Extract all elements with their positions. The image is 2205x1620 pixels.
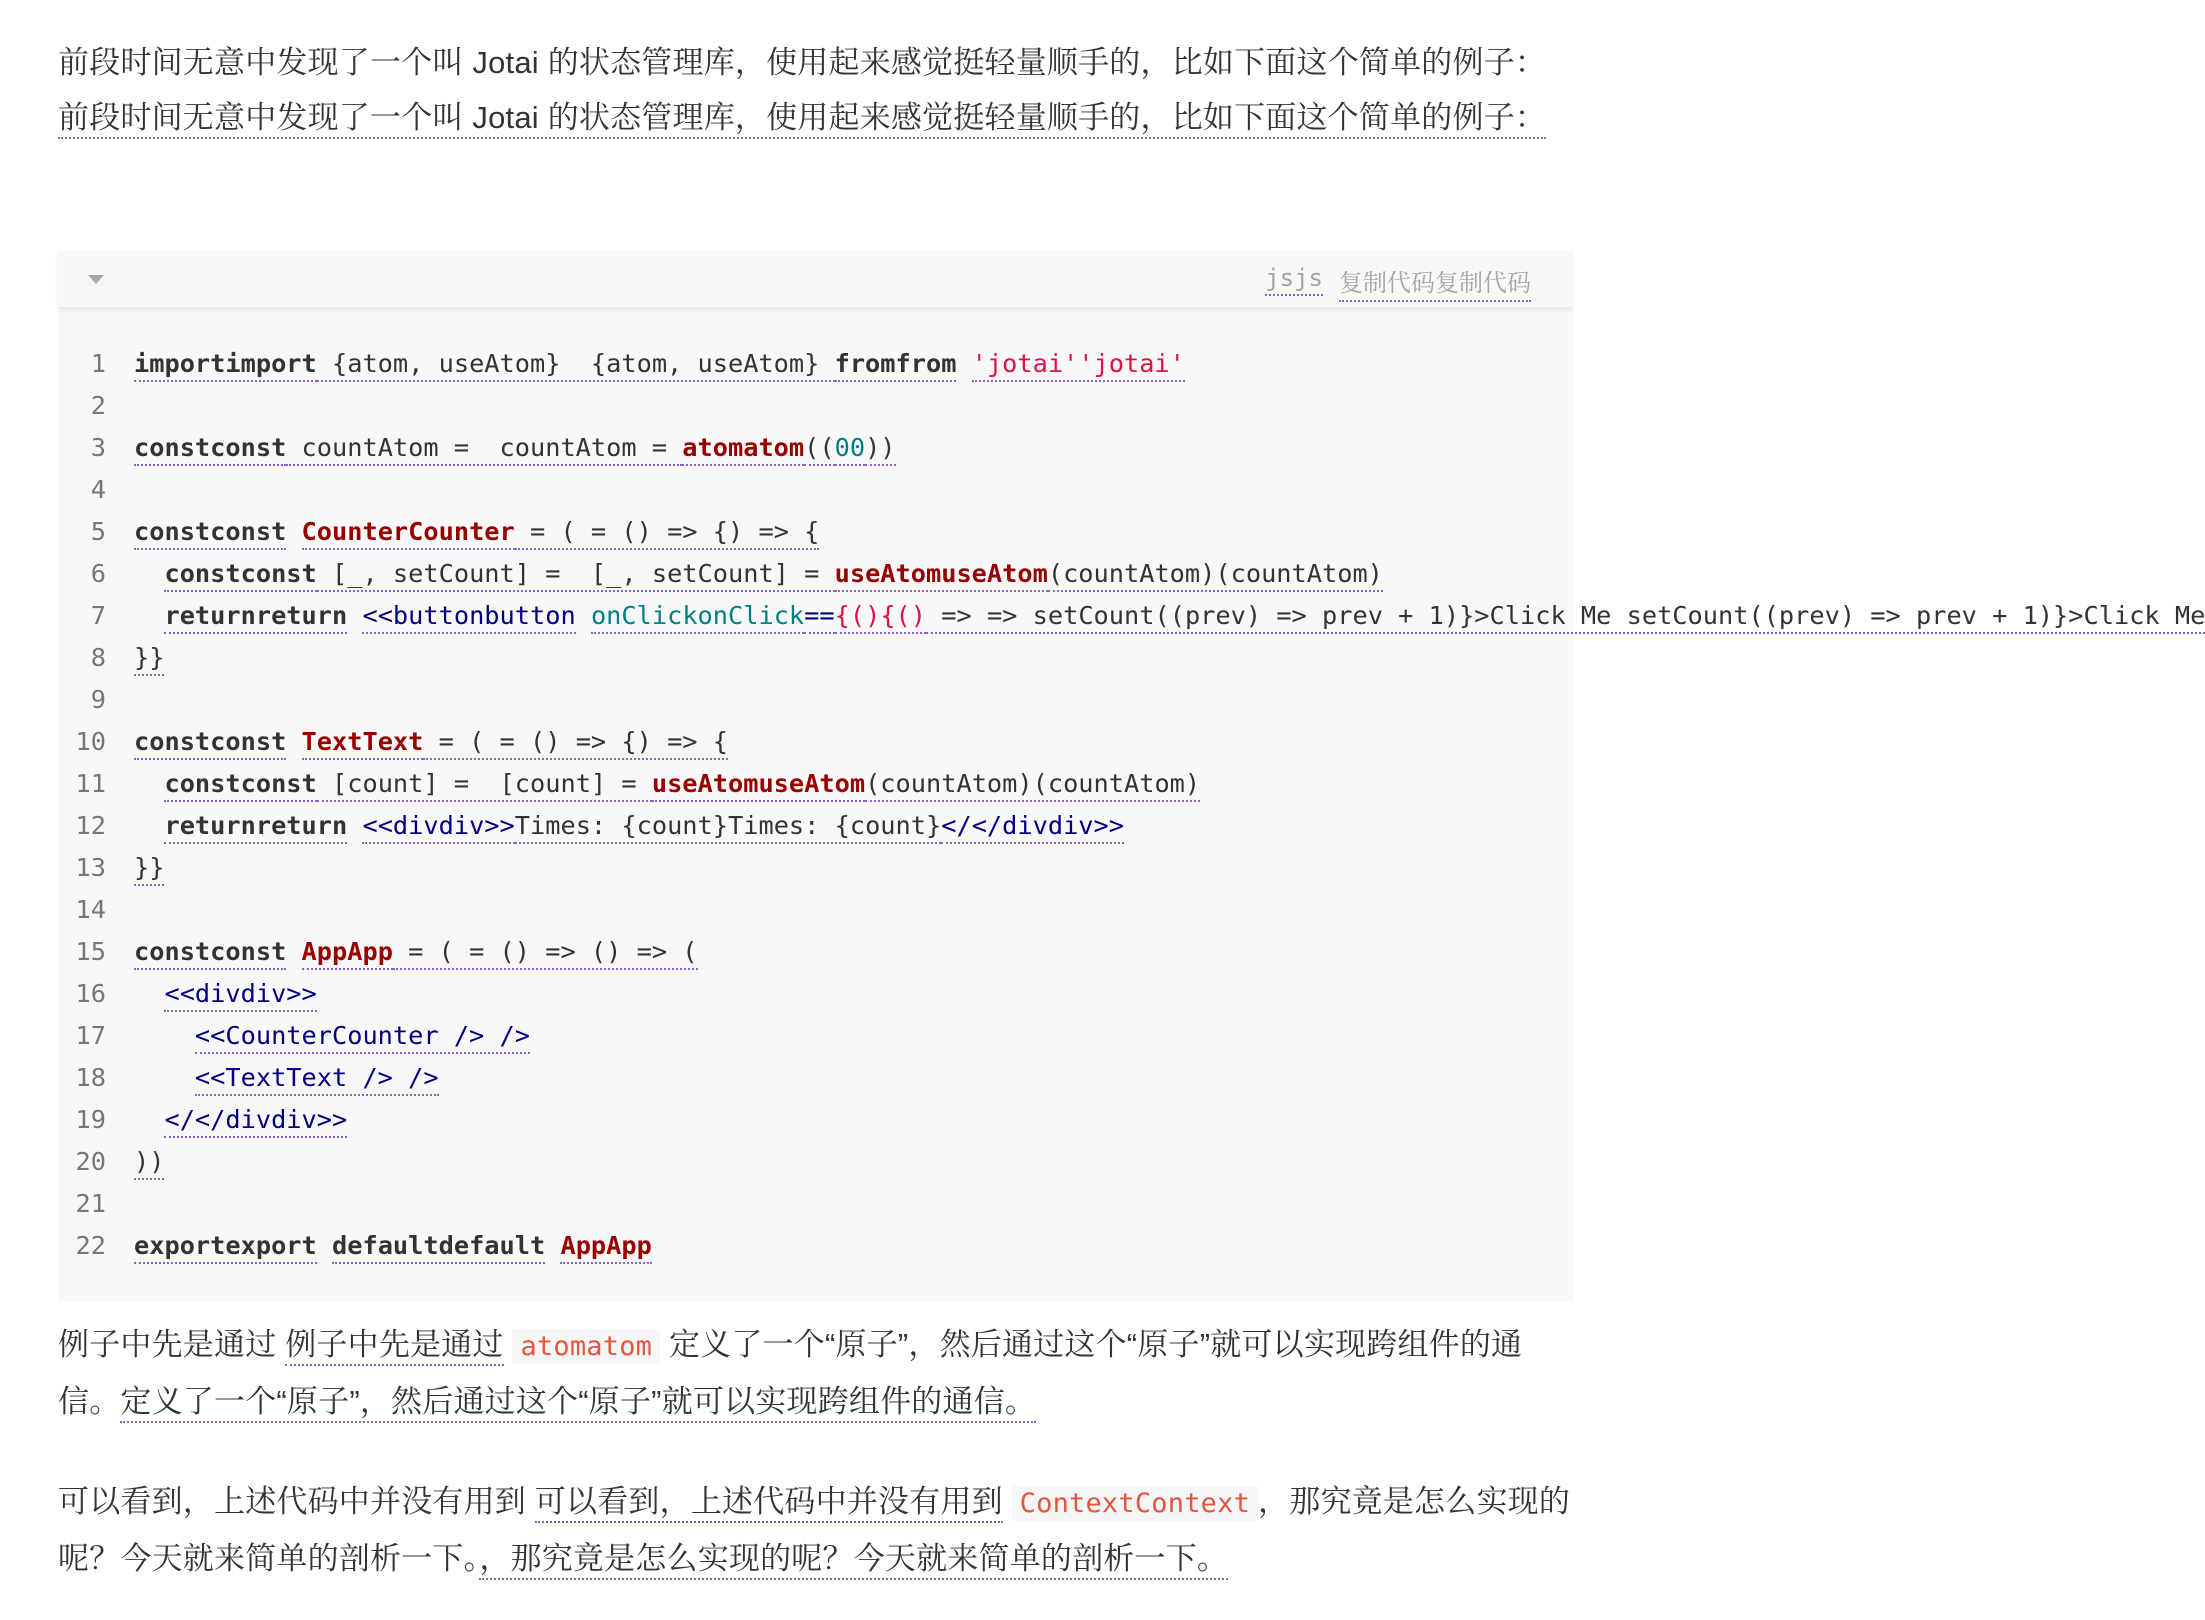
line-content — [134, 847, 164, 889]
code-token — [317, 1231, 332, 1260]
chevron-down-icon[interactable] — [88, 275, 104, 284]
code-line — [58, 511, 1573, 553]
line-number: 20 — [75, 1147, 106, 1176]
code-line — [58, 427, 1573, 469]
line-content — [134, 763, 1200, 805]
line-number: 4 — [90, 475, 106, 504]
line-content — [134, 1099, 347, 1141]
code-line — [58, 385, 1573, 427]
code-line — [58, 763, 1573, 805]
line-number: 21 — [75, 1189, 106, 1218]
code-token: )) — [134, 1147, 164, 1180]
code-token — [286, 727, 301, 756]
code-line — [58, 553, 1573, 595]
string-token: {(){() — [835, 601, 926, 634]
keyword-token: constconst — [134, 517, 286, 550]
code-line — [58, 343, 1573, 385]
article-body — [58, 36, 1573, 145]
line-content — [134, 595, 2205, 637]
code-token: )) — [865, 433, 895, 466]
string-token: 'jotai''jotai' — [972, 349, 1185, 382]
function-token: AppApp — [302, 937, 393, 970]
code-line — [58, 1225, 1573, 1267]
tag-token: == — [804, 601, 834, 634]
intro-text: 前段时间无意中发现了一个叫 Jotai 的状态管理库，使用起来感觉挺轻量顺手的，比如下面这个简单的例子： — [58, 45, 1547, 80]
inline-code: ContextContext — [1012, 1486, 1258, 1521]
function-token: CounterCounter — [302, 517, 515, 550]
keyword-token: constconst — [134, 727, 286, 760]
keyword-token: returnreturn — [164, 601, 347, 634]
paragraph-atom — [58, 1318, 1573, 1429]
indent — [134, 811, 164, 840]
line-content — [134, 721, 728, 763]
code-line — [58, 679, 1573, 721]
code-token: }} — [134, 853, 164, 886]
code-token: {atom, useAtom} {atom, useAtom} — [317, 349, 835, 382]
code-line — [58, 595, 2205, 637]
code-token: => => setCount((prev) => prev + 1)}>Click Me setCount((prev) => prev + 1)}>Click Me — [926, 601, 2205, 634]
code-token: (( — [804, 433, 834, 466]
line-content — [134, 427, 896, 469]
function-token: useAtomuseAtom — [652, 769, 865, 802]
function-token: useAtomuseAtom — [835, 559, 1048, 592]
line-number: 6 — [90, 559, 106, 588]
code-token: }} — [134, 643, 164, 676]
tag-token: <<buttonbutton — [362, 601, 575, 634]
line-number: 22 — [75, 1231, 106, 1260]
code-line — [58, 889, 1573, 931]
code-line — [58, 469, 1573, 511]
paragraph-text-duplicate: ，那究竟是怎么实现的呢？今天就来简单的剖析一下。 — [479, 1541, 1228, 1580]
indent — [134, 979, 164, 1008]
line-content — [134, 805, 1124, 847]
paragraph-text: 定义了一个“原子”，然后通过这个“原子”就可以实现跨组件的通信。 — [58, 1327, 1523, 1419]
code-line — [58, 931, 1573, 973]
paragraph-text: 可以看到，上述代码中并没有用到 — [58, 1484, 526, 1519]
code-block-header — [58, 251, 1573, 307]
code-language-label: jsjs — [1265, 264, 1323, 296]
line-number: 2 — [90, 391, 106, 420]
tag-token: <<divdiv>> — [362, 811, 514, 844]
indent — [134, 601, 164, 630]
code-token: = ( = () => () => ( — [393, 937, 698, 970]
tag-token: </</divdiv>> — [164, 1105, 347, 1138]
line-number: 11 — [75, 769, 106, 798]
keyword-token: constconst — [164, 769, 316, 802]
intro-text-duplicate: 前段时间无意中发现了一个叫 Jotai 的状态管理库，使用起来感觉挺轻量顺手的，比如下面这个简单的例子： — [58, 100, 1546, 139]
tag-token: </</divdiv>> — [941, 811, 1124, 844]
keyword-token: importimport — [134, 349, 317, 382]
code-token: (countAtom)(countAtom) — [865, 769, 1200, 802]
code-block — [58, 251, 2205, 1301]
line-content — [134, 1141, 164, 1183]
tag-token: <<CounterCounter /> /> — [195, 1021, 530, 1054]
line-number: 19 — [75, 1105, 106, 1134]
line-content — [134, 1057, 439, 1099]
indent — [134, 1063, 195, 1092]
line-number: 16 — [75, 979, 106, 1008]
line-content — [134, 343, 1185, 385]
function-token: AppApp — [560, 1231, 651, 1264]
line-number: 3 — [90, 433, 106, 462]
indent — [134, 1105, 164, 1134]
keyword-token: fromfrom — [835, 349, 957, 382]
line-number: 12 — [75, 811, 106, 840]
keyword-token: constconst — [134, 937, 286, 970]
code-line — [58, 637, 1573, 679]
code-token — [956, 349, 971, 378]
code-token: countAtom = countAtom = — [286, 433, 682, 466]
line-content — [134, 511, 819, 553]
code-token — [286, 937, 301, 966]
intro-paragraph — [58, 36, 1573, 145]
code-token — [545, 1231, 560, 1260]
line-content — [134, 973, 317, 1015]
line-number: 1 — [90, 349, 106, 378]
copy-code-button[interactable]: 复制代码复制代码 — [1339, 263, 1531, 302]
keyword-token: exportexport — [134, 1231, 317, 1264]
code-token: Times: {count}Times: {count} — [515, 811, 941, 844]
code-token: (countAtom)(countAtom) — [1048, 559, 1383, 592]
code-token: [count] = [count] = — [317, 769, 652, 802]
inline-code: atomatom — [512, 1329, 660, 1364]
line-number: 15 — [75, 937, 106, 966]
line-number: 7 — [90, 601, 106, 630]
code-line — [58, 805, 1573, 847]
code-token — [347, 601, 362, 630]
line-content — [134, 1015, 530, 1057]
code-line — [58, 973, 1573, 1015]
keyword-token: returnreturn — [164, 811, 347, 844]
line-content — [134, 931, 698, 973]
line-content — [134, 553, 1383, 595]
function-token: TextText — [302, 727, 424, 760]
code-line — [58, 1057, 1573, 1099]
keyword-token: defaultdefault — [332, 1231, 545, 1264]
code-token — [576, 601, 591, 630]
keyword-token: constconst — [164, 559, 316, 592]
indent — [134, 1021, 195, 1050]
paragraph-text-duplicate: 定义了一个“原子”，然后通过这个“原子”就可以实现跨组件的通信。 — [120, 1384, 1036, 1423]
line-number: 8 — [90, 643, 106, 672]
paragraph-text-duplicate: 可以看到，上述代码中并没有用到 — [535, 1484, 1003, 1523]
function-token: atomatom — [682, 433, 804, 466]
line-number: 14 — [75, 895, 106, 924]
code-token: = ( = () => {) => { — [423, 727, 728, 760]
tag-token: <<TextText /> /> — [195, 1063, 439, 1096]
indent — [134, 769, 164, 798]
line-content — [134, 637, 164, 679]
code-token: [_, setCount] = [_, setCount] = — [317, 559, 835, 592]
code-line — [58, 1099, 1573, 1141]
line-number: 13 — [75, 853, 106, 882]
code-token — [286, 517, 301, 546]
code-line — [58, 721, 1573, 763]
indent — [134, 559, 164, 588]
paragraph-text: ，那究竟是怎么实现的呢？今天就来简单的剖析一下。 — [58, 1484, 1571, 1576]
code-token — [347, 811, 362, 840]
number-token: 00 — [835, 433, 865, 466]
code-lines — [58, 343, 2205, 1267]
line-number: 18 — [75, 1063, 106, 1092]
line-number: 5 — [90, 517, 106, 546]
code-line — [58, 1183, 1573, 1225]
paragraph-context — [58, 1475, 1573, 1586]
line-content — [134, 1225, 652, 1267]
paragraph-text-duplicate: 例子中先是通过 — [285, 1327, 503, 1366]
keyword-token: constconst — [134, 433, 286, 466]
code-line — [58, 1141, 1573, 1183]
line-number: 17 — [75, 1021, 106, 1050]
line-number: 9 — [90, 685, 106, 714]
attribute-token: onClickonClick — [591, 601, 804, 634]
code-line — [58, 1015, 1573, 1057]
paragraph-text: 例子中先是通过 — [58, 1327, 277, 1362]
code-line — [58, 847, 1573, 889]
code-token: = ( = () => {) => { — [515, 517, 820, 550]
tag-token: <<divdiv>> — [164, 979, 316, 1012]
article-body-continued — [58, 1318, 1573, 1586]
line-number: 10 — [75, 727, 106, 756]
